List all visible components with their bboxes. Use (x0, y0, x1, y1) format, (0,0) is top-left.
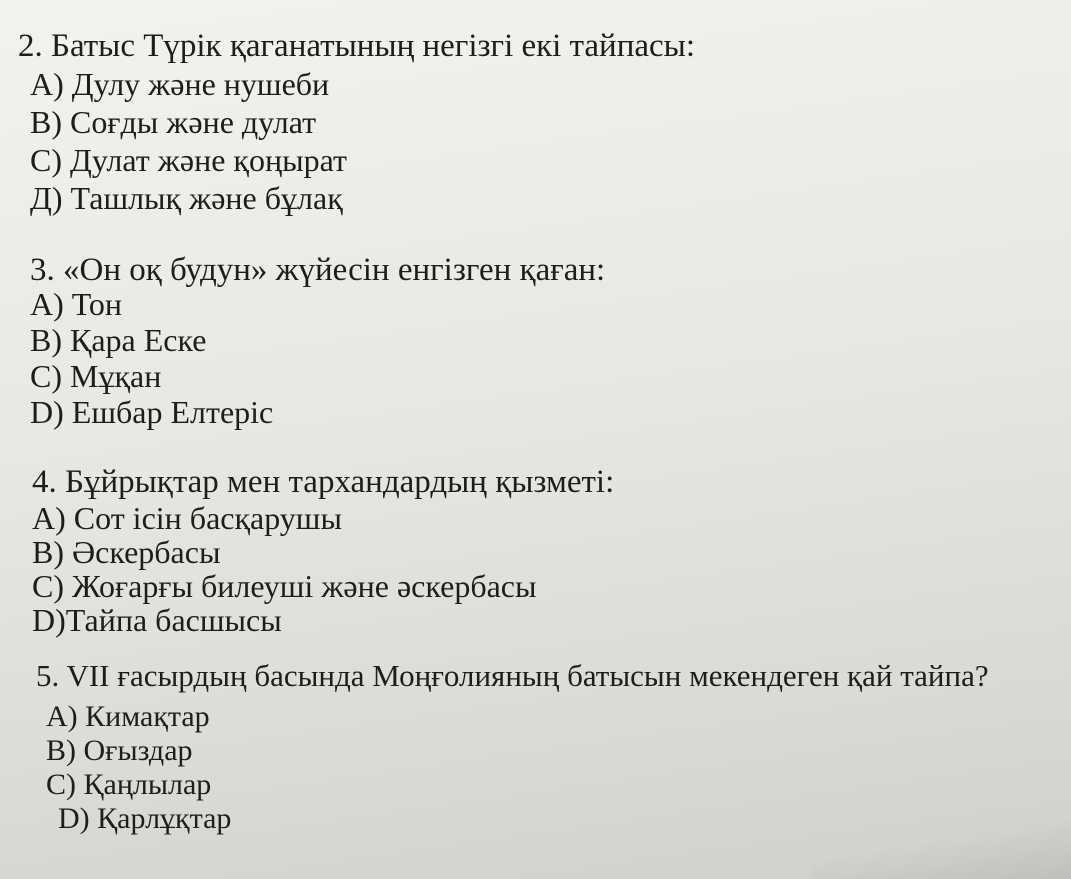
question-3-option-c: С) Мұқан (30, 358, 162, 394)
question-4-option-b: В) Әскербасы (32, 534, 221, 570)
question-3-option-a: А) Тон (30, 286, 123, 322)
question-5-option-a: А) Кимақтар (46, 700, 210, 733)
question-5-text: 5. VII ғасырдың басында Моңғолияның батысын мекендеген қай тайпа? (36, 658, 989, 693)
question-5-option-c: С) Қаңлылар (46, 768, 212, 801)
question-2-option-a: А) Дулу және нушеби (30, 66, 330, 102)
question-2-option-b: В) Соғды және дулат (30, 104, 317, 140)
question-3-option-b: В) Қара Еске (30, 322, 207, 358)
question-2-text: 2. Батыс Түрік қаганатының негізгі екі тайпасы: (18, 28, 696, 64)
paper-shadow (811, 819, 1071, 879)
question-3-option-d: D) Ешбар Елтеріс (30, 394, 274, 430)
question-2-option-d: Д) Ташлық және бұлақ (30, 180, 343, 216)
question-4-text: 4. Бұйрықтар мен тархандардың қызметі: (32, 464, 615, 500)
question-4-option-c: С) Жоғарғы билеуші және әскербасы (32, 568, 537, 604)
question-4-option-d: D)Тайпа басшысы (32, 602, 282, 638)
question-2-option-c: С) Дулат және қоңырат (30, 142, 347, 178)
question-5-option-b: В) Оғыздар (46, 734, 193, 767)
question-4-option-a: А) Сот ісін басқарушы (32, 500, 342, 536)
question-3-text: 3. «Он оқ будун» жүйесін енгізген қаған: (30, 252, 606, 288)
question-5-option-d: D) Қарлұқтар (58, 802, 232, 835)
